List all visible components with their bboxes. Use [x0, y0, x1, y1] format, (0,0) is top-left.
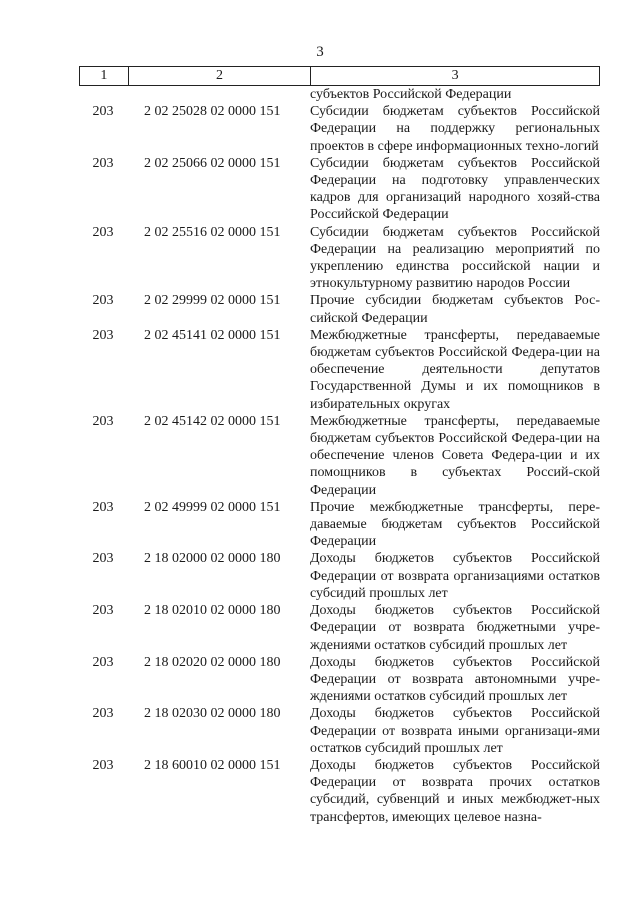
income-description: Субсидии бюджетам субъектов Российской Федерации на поддержку региональных проектов в сфере информационных техно-логий — [310, 104, 600, 154]
budget-class-code: 2 02 45142 02 0000 151 — [144, 413, 281, 429]
income-description: Доходы бюджетов субъектов Российской Федерации от возврата автономными учре-ждениями остатков субсидий прошлых лет — [310, 654, 600, 705]
table-body — [79, 86, 600, 826]
income-description: Межбюджетные трансферты, передаваемые бюджетам субъектов Российской Федера-ции на обеспечение деятельности депутатов Государственной Думы и их помощников в избирательных округах — [310, 327, 600, 412]
budget-class-code: 2 18 60010 02 0000 151 — [144, 757, 281, 773]
continuation-text: субъектов Российской Федерации — [310, 87, 512, 102]
budget-class-code: 2 18 02010 02 0000 180 — [144, 603, 281, 619]
income-description: Прочие субсидии бюджетам субъектов Рос-сийской Федерации — [310, 293, 600, 326]
budget-class-code: 2 02 25516 02 0000 151 — [144, 224, 281, 240]
table-row — [79, 757, 600, 826]
income-description: Доходы бюджетов субъектов Российской Федерации от возврата прочих остатков субсидий, субвенций и иных межбюджет-ных трансфертов, имеющих целевое назна- — [310, 757, 600, 825]
table-row — [79, 705, 600, 757]
admin-code: 203 — [92, 293, 114, 309]
budget-class-code: 2 02 25028 02 0000 151 — [144, 104, 281, 120]
budget-class-code: 2 02 29999 02 0000 151 — [144, 293, 281, 309]
income-description: Доходы бюджетов субъектов Российской Федерации от возврата иными организаци-ями остатков субсидий прошлых лет — [310, 706, 600, 756]
header-col-1: 1 — [80, 67, 129, 86]
income-description: Субсидии бюджетам субъектов Российской Федерации на реализацию мероприятий по укреплению единства российской нации и этнокультурному развитию народов России — [310, 224, 600, 292]
table-row — [79, 602, 600, 654]
table-row — [79, 103, 600, 155]
admin-code: 203 — [92, 706, 114, 722]
page-number: 3 — [316, 44, 324, 60]
admin-code: 203 — [92, 499, 114, 515]
admin-code: 203 — [92, 603, 114, 619]
admin-code: 203 — [92, 104, 114, 120]
admin-code: 203 — [92, 757, 114, 773]
budget-class-code: 2 02 49999 02 0000 151 — [144, 499, 281, 515]
header-col-3: 3 — [311, 67, 600, 86]
admin-code: 203 — [92, 155, 114, 171]
header-col-2: 2 — [128, 67, 311, 86]
table-row — [79, 499, 600, 551]
admin-code: 203 — [92, 654, 114, 670]
admin-code: 203 — [92, 327, 114, 343]
income-description: Субсидии бюджетам субъектов Российской Федерации на подготовку управленческих кадров для организаций народного хозяй-ства Российской Федерации — [310, 155, 600, 223]
income-description: Прочие межбюджетные трансферты, пере-даваемые бюджетам субъектов Российской Федерации — [310, 499, 600, 550]
table-row — [79, 327, 600, 413]
budget-class-code: 2 18 02000 02 0000 180 — [144, 551, 281, 567]
column-header-table — [79, 66, 600, 86]
table-row — [79, 413, 600, 499]
budget-class-code: 2 02 25066 02 0000 151 — [144, 155, 281, 171]
table-row — [79, 224, 600, 293]
admin-code: 203 — [92, 224, 114, 240]
admin-code: 203 — [92, 413, 114, 429]
income-description: Межбюджетные трансферты, передаваемые бюджетам субъектов Российской Федера-ции на обеспечение членов Совета Федера-ции и их помощников в субъектах Россий-ской Федерации — [310, 413, 600, 498]
budget-class-code: 2 18 02020 02 0000 180 — [144, 654, 281, 670]
admin-code: 203 — [92, 551, 114, 567]
budget-class-code: 2 02 45141 02 0000 151 — [144, 327, 281, 343]
income-description: Доходы бюджетов субъектов Российской Федерации от возврата организациями остатков субсидий прошлых лет — [310, 551, 600, 601]
table-row — [79, 292, 600, 326]
table-row — [79, 654, 600, 706]
income-description: Доходы бюджетов субъектов Российской Федерации от возврата бюджетными учре-ждениями остатков субсидий прошлых лет — [310, 603, 600, 653]
continuation-row — [79, 86, 600, 103]
table-row — [79, 550, 600, 602]
budget-class-code: 2 18 02030 02 0000 180 — [144, 706, 281, 722]
table-row — [79, 155, 600, 224]
